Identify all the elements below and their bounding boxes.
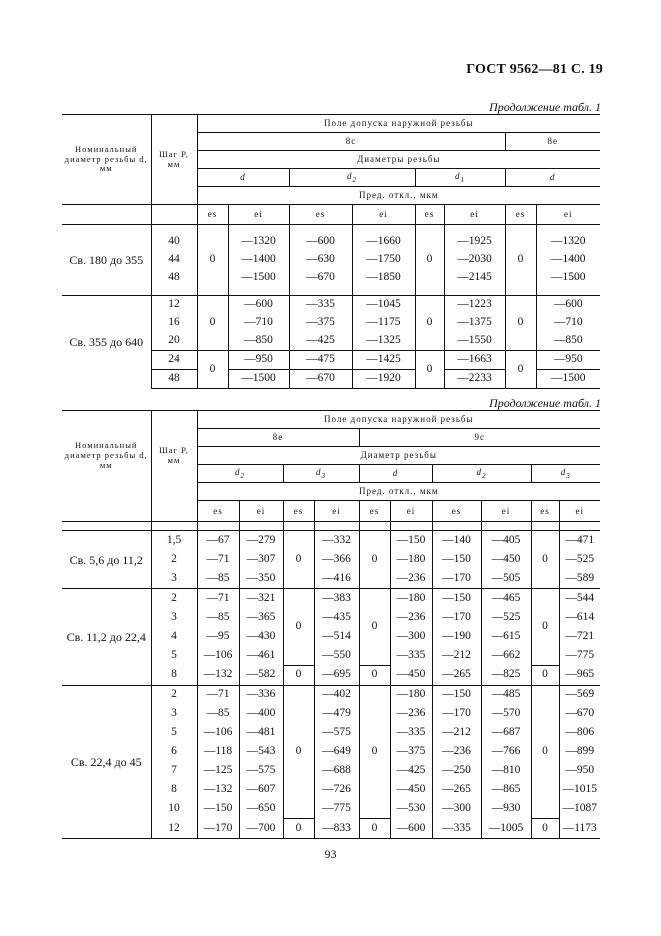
value-cell: —1925 — [444, 233, 505, 251]
value-cell: —525 — [559, 550, 600, 569]
value-cell: —630 — [289, 251, 352, 269]
es-value: 0 — [283, 531, 314, 589]
es-value: 0 — [505, 296, 536, 351]
value-cell: —307 — [239, 550, 283, 569]
es-value: 0 — [531, 589, 559, 666]
value-cell: —375 — [289, 314, 352, 332]
value-cell: —589 — [559, 569, 600, 589]
value-cell: —375 — [390, 743, 432, 762]
document-header: ГОСТ 9562—81 С. 19 — [466, 62, 603, 77]
step-cell: 3 — [151, 569, 197, 589]
value-cell: —1045 — [352, 296, 415, 315]
step-cell: 8 — [151, 665, 197, 685]
value-cell: —350 — [239, 569, 283, 589]
step-cell: 24 — [151, 351, 197, 370]
value-cell: —132 — [197, 781, 239, 800]
es-label: es — [359, 501, 390, 522]
value-cell: —336 — [239, 685, 283, 705]
value-cell: —710 — [536, 314, 600, 332]
es-value: 0 — [359, 589, 390, 666]
value-cell: —450 — [390, 665, 432, 685]
value-cell: —1320 — [228, 233, 289, 251]
value-cell: —67 — [197, 531, 239, 551]
value-cell: —1223 — [444, 296, 505, 315]
es-value: 0 — [283, 665, 314, 685]
table-1 — [62, 114, 600, 389]
es-value: 0 — [415, 233, 444, 287]
value-cell: —71 — [197, 589, 239, 609]
ei-label: ei — [352, 205, 415, 225]
value-cell: —569 — [559, 685, 600, 705]
value-cell: —514 — [314, 627, 359, 646]
value-cell: —688 — [314, 762, 359, 781]
step-cell: 7 — [151, 762, 197, 781]
value-cell: —332 — [314, 531, 359, 551]
value-cell: —450 — [481, 550, 531, 569]
value-cell: —170 — [197, 819, 239, 839]
value-cell: —1663 — [444, 351, 505, 370]
value-cell: —170 — [432, 608, 481, 627]
step-cell: 10 — [151, 800, 197, 819]
value-cell: —150 — [432, 685, 481, 705]
step-cell: 20 — [151, 332, 197, 351]
value-cell: —236 — [432, 743, 481, 762]
step-cell: 16 — [151, 314, 197, 332]
table-2 — [62, 410, 600, 839]
value-cell: —125 — [197, 762, 239, 781]
value-cell: —85 — [197, 608, 239, 627]
value-cell: —670 — [559, 705, 600, 724]
value-cell: —180 — [390, 550, 432, 569]
tolerance-8e: 8е — [505, 133, 600, 151]
table-row — [62, 531, 600, 551]
value-cell: —150 — [390, 531, 432, 551]
value-cell: —505 — [481, 569, 531, 589]
es-label: es — [531, 501, 559, 522]
value-cell: —140 — [432, 531, 481, 551]
value-cell: —1660 — [352, 233, 415, 251]
value-cell: —479 — [314, 705, 359, 724]
value-cell: —335 — [432, 819, 481, 839]
value-cell: —1425 — [352, 351, 415, 370]
value-cell: —425 — [289, 332, 352, 351]
diam-d-8e: d — [505, 169, 600, 187]
value-cell: —405 — [481, 531, 531, 551]
es-value: 0 — [505, 351, 536, 389]
value-cell: —1005 — [481, 819, 531, 839]
value-cell: —1920 — [352, 370, 415, 389]
diameters-header: Диаметры резьбы — [197, 151, 600, 169]
value-cell: —471 — [559, 531, 600, 551]
value-cell: —1320 — [536, 233, 600, 251]
ei-label: ei — [536, 205, 600, 225]
ei-label: ei — [390, 501, 432, 522]
diam-d2-9c: $d_2$ — [432, 465, 531, 483]
es-value: 0 — [531, 665, 559, 685]
value-cell: —700 — [239, 819, 283, 839]
step-cell: 12 — [151, 819, 197, 839]
value-cell: —670 — [289, 370, 352, 389]
es-value: 0 — [415, 296, 444, 351]
col-nominal-header: Номинальный диаметр резьбы d, мм — [62, 115, 151, 205]
diam-d1: $d_1$ — [415, 169, 505, 187]
value-cell: —1500 — [536, 269, 600, 287]
value-cell: —279 — [239, 531, 283, 551]
value-cell: —2233 — [444, 370, 505, 389]
value-cell: —950 — [559, 762, 600, 781]
value-cell: —600 — [289, 233, 352, 251]
value-cell: —265 — [432, 781, 481, 800]
value-cell: —430 — [239, 627, 283, 646]
value-cell: —950 — [536, 351, 600, 370]
value-cell: —335 — [390, 646, 432, 665]
value-cell: —300 — [432, 800, 481, 819]
value-cell: —550 — [314, 646, 359, 665]
es-value: 0 — [197, 233, 228, 287]
value-cell: —825 — [481, 665, 531, 685]
value-cell: —150 — [432, 589, 481, 609]
es-label: es — [289, 205, 352, 225]
value-cell: —543 — [239, 743, 283, 762]
value-cell: —687 — [481, 724, 531, 743]
es-value: 0 — [359, 665, 390, 685]
es-value: 0 — [283, 819, 314, 839]
step-cell: 5 — [151, 724, 197, 743]
col-step-header: Шаг Р, мм — [151, 411, 197, 501]
diam-d2: $d_2$ — [289, 169, 415, 187]
value-cell: —366 — [314, 550, 359, 569]
tolerance-9c: 9с — [359, 429, 600, 447]
value-cell: —236 — [390, 608, 432, 627]
value-cell: —132 — [197, 665, 239, 685]
diam-d3-9c: $d_3$ — [531, 465, 600, 483]
ei-label: ei — [239, 501, 283, 522]
range-label: Св. 355 до 640 — [62, 296, 151, 389]
value-cell: —810 — [481, 762, 531, 781]
diam-d: d — [359, 465, 432, 483]
value-cell: —570 — [481, 705, 531, 724]
value-cell: —321 — [239, 589, 283, 609]
step-cell: 12 — [151, 296, 197, 315]
value-cell: —416 — [314, 569, 359, 589]
value-cell: —582 — [239, 665, 283, 685]
value-cell: —726 — [314, 781, 359, 800]
step-cell: 40 — [151, 233, 197, 251]
es-value: 0 — [531, 531, 559, 589]
range-label: Св. 180 до 355 — [69, 253, 144, 267]
es-value: 0 — [359, 685, 390, 819]
step-cell: 2 — [151, 685, 197, 705]
tolerance-8e: 8е — [197, 429, 359, 447]
value-cell: —833 — [314, 819, 359, 839]
step-cell: 3 — [151, 608, 197, 627]
value-cell: —450 — [390, 781, 432, 800]
value-cell: —190 — [432, 627, 481, 646]
value-cell: —85 — [197, 569, 239, 589]
value-cell: —71 — [197, 685, 239, 705]
es-value: 0 — [359, 531, 390, 589]
value-cell: —1500 — [228, 370, 289, 389]
es-value: 0 — [197, 351, 228, 389]
value-cell: —600 — [536, 296, 600, 315]
value-cell: —265 — [432, 665, 481, 685]
value-cell: —465 — [481, 589, 531, 609]
value-cell: —899 — [559, 743, 600, 762]
es-value: 0 — [415, 351, 444, 389]
value-cell: —212 — [432, 646, 481, 665]
value-cell: —212 — [432, 724, 481, 743]
es-value: 0 — [197, 296, 228, 351]
value-cell: —236 — [390, 569, 432, 589]
diam-d3: $d_3$ — [283, 465, 359, 483]
value-cell: —1175 — [352, 314, 415, 332]
step-cell: 48 — [151, 269, 197, 287]
value-cell: —461 — [239, 646, 283, 665]
value-cell: —600 — [390, 819, 432, 839]
col-nominal-header: Номинальный диаметр резьбы d, мм — [62, 411, 151, 501]
value-cell: —1500 — [536, 370, 600, 389]
deviations-header: Пред. откл., мкм — [197, 187, 600, 205]
es-value: 0 — [505, 233, 536, 287]
table-row — [62, 589, 600, 609]
value-cell: —1400 — [228, 251, 289, 269]
value-cell: —1550 — [444, 332, 505, 351]
value-cell: —850 — [228, 332, 289, 351]
value-cell: —1173 — [559, 819, 600, 839]
value-cell: —710 — [228, 314, 289, 332]
step-cell: 8 — [151, 781, 197, 800]
value-cell: —150 — [432, 550, 481, 569]
value-cell: —236 — [390, 705, 432, 724]
tolerance-field-header: Поле допуска наружной резьбы — [197, 115, 600, 133]
es-label: es — [197, 501, 239, 522]
ei-label: ei — [481, 501, 531, 522]
ei-label: ei — [228, 205, 289, 225]
value-cell: —150 — [197, 800, 239, 819]
value-cell: —865 — [481, 781, 531, 800]
value-cell: —1015 — [559, 781, 600, 800]
value-cell: —775 — [559, 646, 600, 665]
deviations-header: Пред. откл., мкм — [197, 483, 600, 501]
ei-label: ei — [314, 501, 359, 522]
range-label: Св. 22,4 до 45 — [62, 685, 151, 839]
value-cell: —383 — [314, 589, 359, 609]
ei-label: ei — [559, 501, 600, 522]
value-cell: —721 — [559, 627, 600, 646]
tolerance-8c: 8с — [197, 133, 505, 151]
value-cell: —300 — [390, 627, 432, 646]
value-cell: —600 — [228, 296, 289, 315]
value-cell: —615 — [481, 627, 531, 646]
step-cell: 4 — [151, 627, 197, 646]
value-cell: —965 — [559, 665, 600, 685]
value-cell: —1500 — [228, 269, 289, 287]
range-label: Св. 5,6 до 11,2 — [62, 531, 151, 589]
value-cell: —170 — [432, 569, 481, 589]
value-cell: —485 — [481, 685, 531, 705]
value-cell: —402 — [314, 685, 359, 705]
step-cell: 6 — [151, 743, 197, 762]
step-cell: 1,5 — [151, 531, 197, 551]
col-step-header: Шаг Р, мм — [151, 115, 197, 205]
value-cell: —650 — [239, 800, 283, 819]
es-value: 0 — [283, 589, 314, 666]
step-cell: 48 — [151, 370, 197, 389]
value-cell: —335 — [289, 296, 352, 315]
tolerance-field-header: Поле допуска наружной резьбы — [197, 411, 600, 429]
value-cell: —170 — [432, 705, 481, 724]
value-cell: —95 — [197, 627, 239, 646]
value-cell: —71 — [197, 550, 239, 569]
value-cell: —662 — [481, 646, 531, 665]
value-cell: —695 — [314, 665, 359, 685]
page-number: 93 — [324, 847, 337, 861]
value-cell: —806 — [559, 724, 600, 743]
table-row — [62, 685, 600, 705]
value-cell: —950 — [228, 351, 289, 370]
value-cell: —575 — [314, 724, 359, 743]
value-cell: —544 — [559, 589, 600, 609]
value-cell: —1750 — [352, 251, 415, 269]
value-cell: —775 — [314, 800, 359, 819]
es-label: es — [283, 501, 314, 522]
es-value: 0 — [283, 685, 314, 819]
es-value: 0 — [359, 819, 390, 839]
value-cell: —2145 — [444, 269, 505, 287]
table1-caption: Продолжение табл. 1 — [489, 100, 601, 114]
value-cell: —365 — [239, 608, 283, 627]
table-row — [62, 233, 600, 251]
value-cell: —118 — [197, 743, 239, 762]
value-cell: —1400 — [536, 251, 600, 269]
es-value: 0 — [531, 685, 559, 819]
value-cell: —475 — [289, 351, 352, 370]
value-cell: —670 — [289, 269, 352, 287]
value-cell: —1325 — [352, 332, 415, 351]
range-label: Св. 11,2 до 22,4 — [62, 589, 151, 686]
value-cell: —425 — [390, 762, 432, 781]
value-cell: —400 — [239, 705, 283, 724]
value-cell: —250 — [432, 762, 481, 781]
step-cell: 3 — [151, 705, 197, 724]
value-cell: —1850 — [352, 269, 415, 287]
value-cell: —85 — [197, 705, 239, 724]
step-cell: 5 — [151, 646, 197, 665]
ei-label: ei — [444, 205, 505, 225]
step-cell: 2 — [151, 550, 197, 569]
value-cell: —106 — [197, 646, 239, 665]
es-label: es — [415, 205, 444, 225]
es-value: 0 — [531, 819, 559, 839]
diameter-header: Диаметр резьбы — [197, 447, 600, 465]
step-cell: 44 — [151, 251, 197, 269]
diam-d2: $d_2$ — [197, 465, 283, 483]
value-cell: —614 — [559, 608, 600, 627]
es-label: es — [505, 205, 536, 225]
diam-d: d — [197, 169, 289, 187]
value-cell: —180 — [390, 589, 432, 609]
value-cell: —766 — [481, 743, 531, 762]
table-row — [62, 296, 600, 315]
value-cell: —481 — [239, 724, 283, 743]
value-cell: —607 — [239, 781, 283, 800]
value-cell: —180 — [390, 685, 432, 705]
value-cell: —649 — [314, 743, 359, 762]
value-cell: —335 — [390, 724, 432, 743]
value-cell: —2030 — [444, 251, 505, 269]
value-cell: —930 — [481, 800, 531, 819]
value-cell: —1087 — [559, 800, 600, 819]
value-cell: —106 — [197, 724, 239, 743]
value-cell: —575 — [239, 762, 283, 781]
es-label: es — [197, 205, 228, 225]
value-cell: —1375 — [444, 314, 505, 332]
value-cell: —850 — [536, 332, 600, 351]
step-cell: 2 — [151, 589, 197, 609]
value-cell: —530 — [390, 800, 432, 819]
value-cell: —525 — [481, 608, 531, 627]
value-cell: —435 — [314, 608, 359, 627]
es-label: es — [432, 501, 481, 522]
table2-caption: Продолжение табл. 1 — [489, 396, 601, 410]
